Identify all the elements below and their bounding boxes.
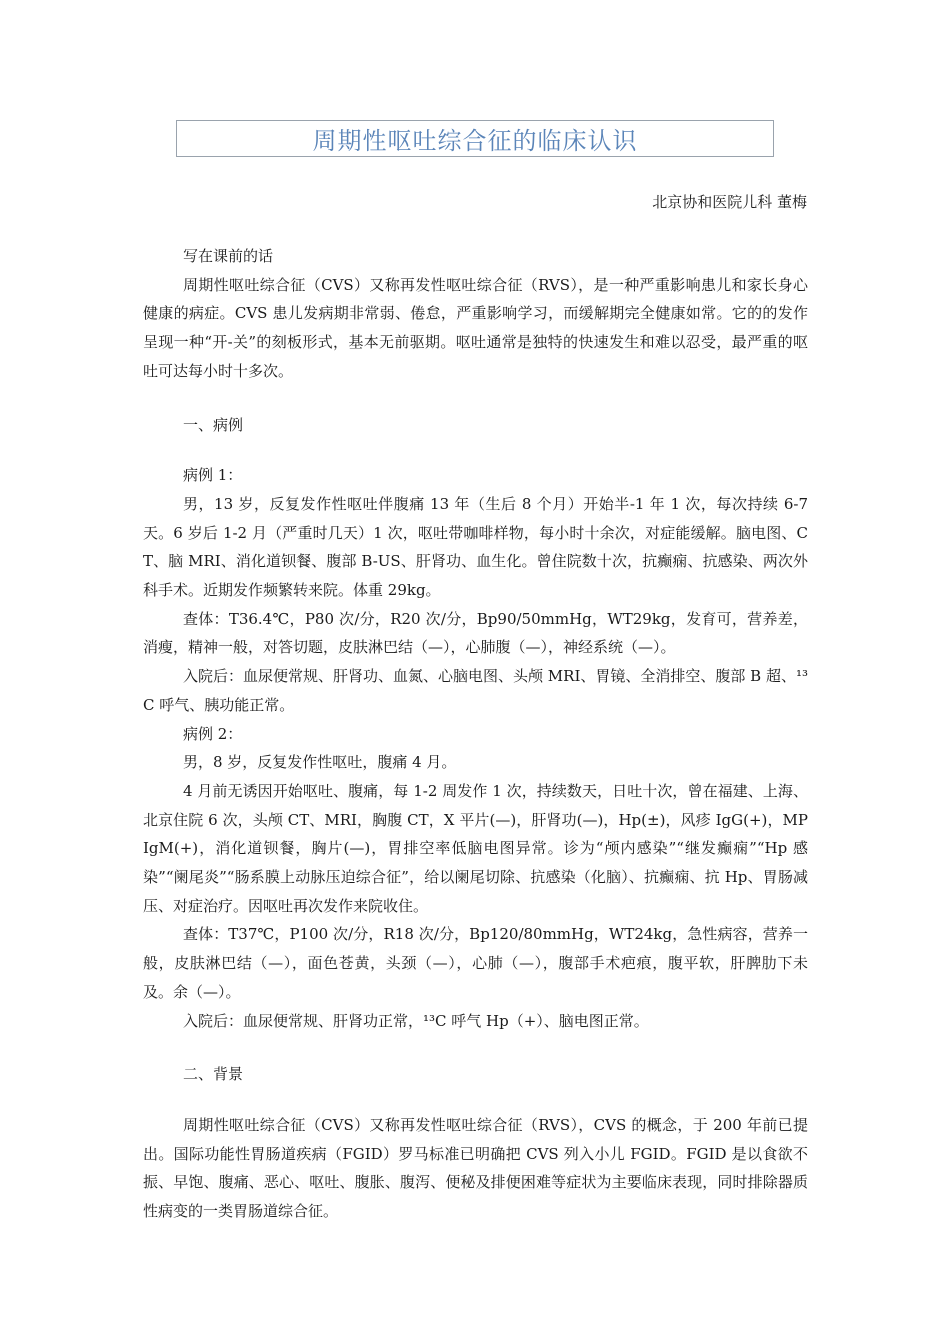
case1-exam: 查体：T36.4℃，P80 次/分，R20 次/分，Bp90/50mmHg，WT29kg，发育可，营养差，消瘦，精神一般，对答切题，皮肤淋巴结（—），心肺腹（—），神经系统（—）。: [143, 609, 808, 657]
section2-heading: 二、背景: [183, 1065, 244, 1084]
intro-paragraph: 周期性呕吐综合征（CVS）又称再发性呕吐综合征（RVS），是一种严重影响患儿和家长身心健康的病症。CVS 患儿发病期非常弱、倦怠，严重影响学习，而缓解期完全健康如常。它的的发作呈现一种“开-关”的刻板形式，基本无前驱期。呕吐通常是独特的快速发生和难以忍受，最严重的呕吐可达每小时十多次。: [143, 275, 808, 380]
document-body: [143, 242, 808, 1226]
case2-history: 4 月前无诱因开始呕吐、腹痛，每 1-2 周发作 1 次，持续数天，日吐十次，曾在福建、上海、北京住院 6 次，头颅 CT、MRI，胸腹 CT，X 平片(—)，肝肾功(—)，Hp(±)，风疹 IgG(+)，MPIgM(+)，消化道钡餐，胸片(—)，胃排空率低脑电图异常。诊为“颅内感染”“继发癫痫”“Hp 感染”“阑尾炎”“肠系膜上动脉压迫综合征”，给以阑尾切除、抗感染（化脑）、抗癫痫、抗 Hp、胃肠减压、对症治疗。因呕吐再次发作来院收住。: [143, 781, 808, 915]
section2-paragraph: 周期性呕吐综合征（CVS）又称再发性呕吐综合征（RVS），CVS 的概念，于 200 年前已提出。国际功能性胃肠道疾病（FGID）罗马标准已明确把 CVS 列入小儿 FGID。FGID 是以食欲不振、早饱、腹痛、恶心、呕吐、腹胀、腹泻、便秘及排便困难等症状为主要临床表现，同时排除器质性病变的一类胃肠道综合征。: [143, 1115, 808, 1221]
case2-exam: 查体：T37℃，P100 次/分，R18 次/分，Bp120/80mmHg，WT24kg，急性病容，营养一般，皮肤淋巴结（—），面色苍黄，头颈（—），心肺（—），腹部手术疤痕，腹平软，肝脾肋下未及。余（—）。: [143, 925, 808, 1001]
case2-summary: 男，8 岁，反复发作性呕吐，腹痛 4 月。: [183, 753, 457, 772]
case1-label: 病例 1：: [183, 466, 243, 485]
section1-heading: 一、病例: [183, 415, 244, 434]
intro-heading: 写在课前的话: [183, 247, 274, 265]
case2-admission: 入院后：血尿便常规、肝肾功正常，¹³C 呼气 Hp（+）、脑电图正常。: [183, 1011, 649, 1030]
title-banner: [176, 120, 774, 157]
document-title: 周期性呕吐综合征的临床认识: [312, 127, 638, 155]
case1-admission: 入院后：血尿便常规、肝肾功、血氮、心脑电图、头颅 MRI、胃镜、全消排空、腹部 B 超、¹³C 呼气、胰功能正常。: [143, 667, 808, 714]
author-line: 北京协和医院儿科 董梅: [652, 193, 807, 211]
case2-label: 病例 2：: [183, 724, 243, 743]
case1-history: 男，13 岁，反复发作性呕吐伴腹痛 13 年（生后 8 个月）开始半-1 年 1 次，每次持续 6-7 天。6 岁后 1-2 月（严重时几天）1 次，呕吐带咖啡样物，每小时十余次，对症能缓解。脑电图、CT、脑 MRI、消化道钡餐、腹部 B-US、肝肾功、血生化。曾住院数十次，抗癫痫、抗感染、两次外科手术。近期发作频繁转来院。体重 29kg。: [143, 494, 808, 600]
